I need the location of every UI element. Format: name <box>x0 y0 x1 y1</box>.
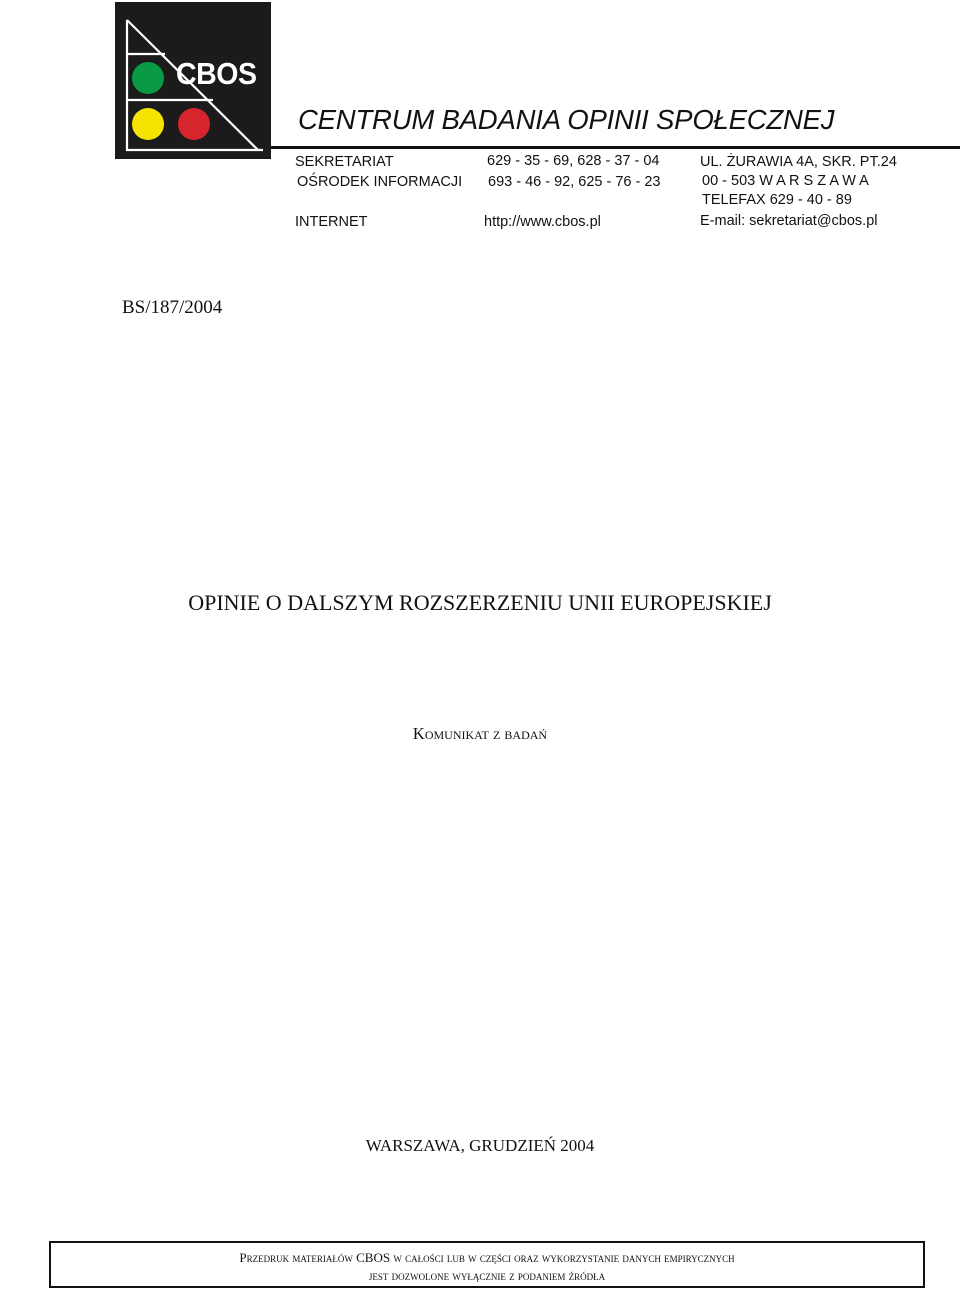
place-and-date: WARSZAWA, GRUDZIEŃ 2004 <box>365 1136 595 1155</box>
red-dot <box>178 108 210 140</box>
email-link[interactable]: E-mail: sekretariat@cbos.pl <box>700 213 878 229</box>
copyright-notice <box>49 1241 925 1288</box>
contact-label-internet: INTERNET <box>295 214 368 230</box>
green-dot <box>132 62 164 94</box>
address-city: 00 - 503 W A R S Z A W A <box>702 173 869 189</box>
contact-label-info-center: OŚRODEK INFORMACJI <box>297 174 463 190</box>
copyright-line-1: Przedruk materiałów CBOS w całości lub w części oraz wykorzystanie danych empirycznych <box>239 1250 735 1265</box>
website-link[interactable]: http://www.cbos.pl <box>484 214 601 230</box>
address-street: UL. ŻURAWIA 4A, SKR. PT.24 <box>700 154 897 170</box>
header-divider <box>271 146 960 149</box>
document-title: OPINIE O DALSZYM ROZSZERZENIU UNII EUROPEJSKIEJ <box>188 590 772 615</box>
document-id: BS/187/2004 <box>122 297 223 318</box>
logo-text: CBOS <box>176 56 257 91</box>
document-subtitle: Komunikat z badań <box>412 724 548 743</box>
contact-value-info-center: 693 - 46 - 92, 625 - 76 - 23 <box>488 174 661 190</box>
contact-label-secretariat: SEKRETARIAT <box>295 154 394 170</box>
organization-name: CENTRUM BADANIA OPINII SPOŁECZNEJ <box>298 104 835 135</box>
copyright-line-2: jest dozwolone wyłącznie z podaniem źródła <box>368 1268 606 1283</box>
yellow-dot <box>132 108 164 140</box>
telefax: TELEFAX 629 - 40 - 89 <box>702 192 852 208</box>
contact-value-secretariat: 629 - 35 - 69, 628 - 37 - 04 <box>487 153 660 169</box>
